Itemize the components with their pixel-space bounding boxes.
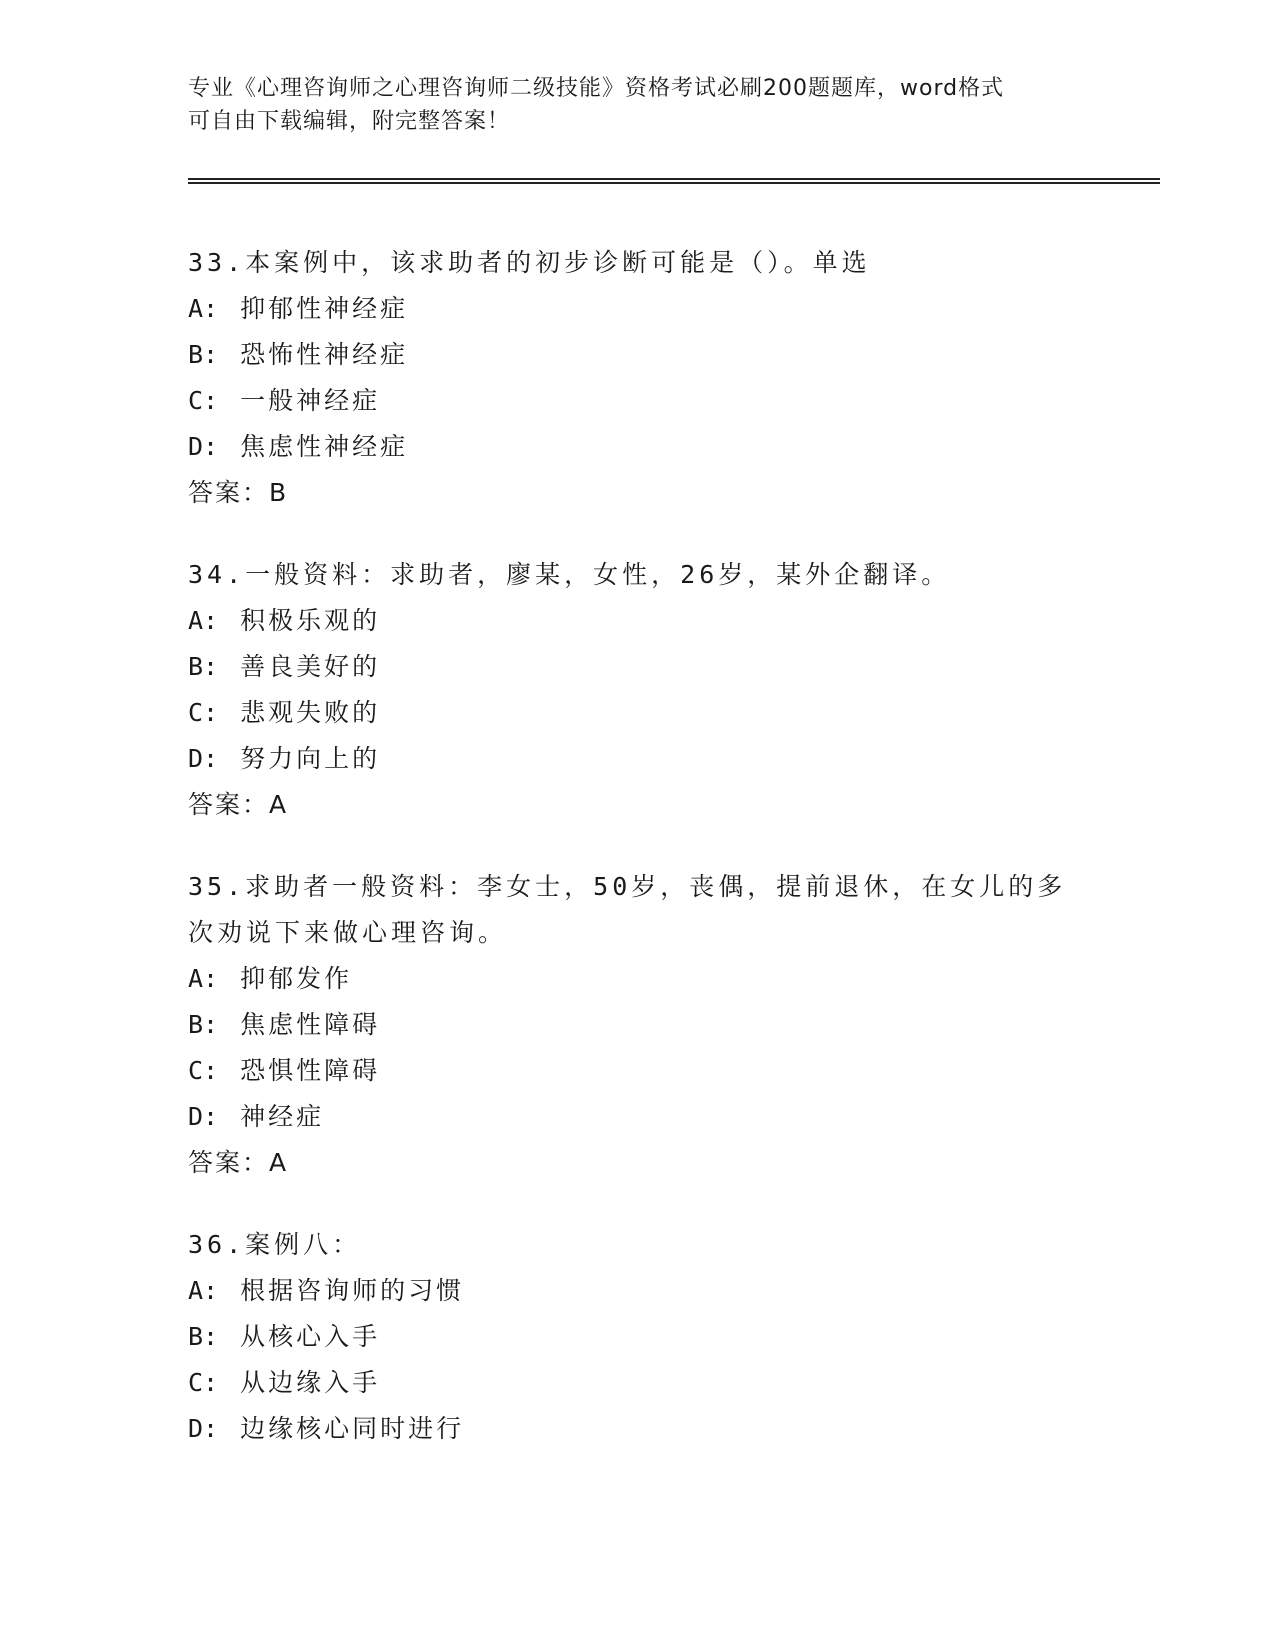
option-label: C: xyxy=(188,1368,219,1397)
question-title: 36.案例八： xyxy=(188,1230,362,1259)
option-label: D: xyxy=(188,432,219,461)
option-c xyxy=(188,378,1168,424)
question-34 xyxy=(188,552,1168,828)
option-b xyxy=(188,644,1168,690)
question-36 xyxy=(188,1222,1168,1452)
option-text: 神经症 xyxy=(240,1102,325,1131)
option-c xyxy=(188,1360,1168,1406)
option-text: 焦虑性障碍 xyxy=(240,1010,381,1039)
header-divider xyxy=(188,178,1160,184)
option-text: 抑郁发作 xyxy=(240,964,353,993)
question-title: 33.本案例中，该求助者的初步诊断可能是（）。单选 xyxy=(188,248,871,277)
option-d xyxy=(188,1094,1168,1140)
option-a xyxy=(188,598,1168,644)
option-label: D: xyxy=(188,1414,219,1443)
option-text: 焦虑性神经症 xyxy=(240,432,409,461)
option-text: 从边缘入手 xyxy=(240,1368,381,1397)
option-text: 抑郁性神经症 xyxy=(240,294,409,323)
option-text: 边缘核心同时进行 xyxy=(240,1414,465,1443)
option-text: 恐惧性障碍 xyxy=(240,1056,381,1085)
option-d xyxy=(188,1406,1168,1452)
option-text: 一般神经症 xyxy=(240,386,381,415)
header-line-1: 专业《心理咨询师之心理咨询师二级技能》资格考试必刷200题题库，word格式 xyxy=(188,76,1005,101)
option-a xyxy=(188,1268,1168,1314)
answer: 答案：A xyxy=(188,790,289,819)
option-label: A: xyxy=(188,1276,219,1305)
question-title: 35.求助者一般资料：李女士，50岁，丧偶，提前退休，在女儿的多次劝说下来做心理咨询。 xyxy=(188,872,1067,947)
option-b xyxy=(188,1002,1168,1048)
answer: 答案：A xyxy=(188,1148,289,1177)
option-text: 努力向上的 xyxy=(240,744,381,773)
option-a xyxy=(188,286,1168,332)
option-label: C: xyxy=(188,386,219,415)
option-label: A: xyxy=(188,964,219,993)
option-b xyxy=(188,1314,1168,1360)
option-text: 根据咨询师的习惯 xyxy=(240,1276,465,1305)
question-33 xyxy=(188,240,1168,516)
option-c xyxy=(188,690,1168,736)
option-label: B: xyxy=(188,340,219,369)
header-line-2: 可自由下载编辑，附完整答案！ xyxy=(188,109,511,134)
question-list xyxy=(188,240,1168,1488)
option-label: A: xyxy=(188,294,219,323)
option-d xyxy=(188,424,1168,470)
option-label: C: xyxy=(188,698,219,727)
option-text: 恐怖性神经症 xyxy=(240,340,409,369)
option-label: C: xyxy=(188,1056,219,1085)
option-label: B: xyxy=(188,652,219,681)
option-text: 善良美好的 xyxy=(240,652,381,681)
option-label: B: xyxy=(188,1322,219,1351)
option-b xyxy=(188,332,1168,378)
option-c xyxy=(188,1048,1168,1094)
answer: 答案：B xyxy=(188,478,289,507)
document-header xyxy=(188,72,1108,138)
question-title: 34.一般资料：求助者，廖某，女性，26岁，某外企翻译。 xyxy=(188,560,951,589)
option-label: D: xyxy=(188,744,219,773)
option-text: 从核心入手 xyxy=(240,1322,381,1351)
option-label: B: xyxy=(188,1010,219,1039)
option-a xyxy=(188,956,1168,1002)
question-35 xyxy=(188,864,1168,1186)
option-text: 悲观失败的 xyxy=(240,698,381,727)
option-label: D: xyxy=(188,1102,219,1131)
option-label: A: xyxy=(188,606,219,635)
option-d xyxy=(188,736,1168,782)
option-text: 积极乐观的 xyxy=(240,606,381,635)
